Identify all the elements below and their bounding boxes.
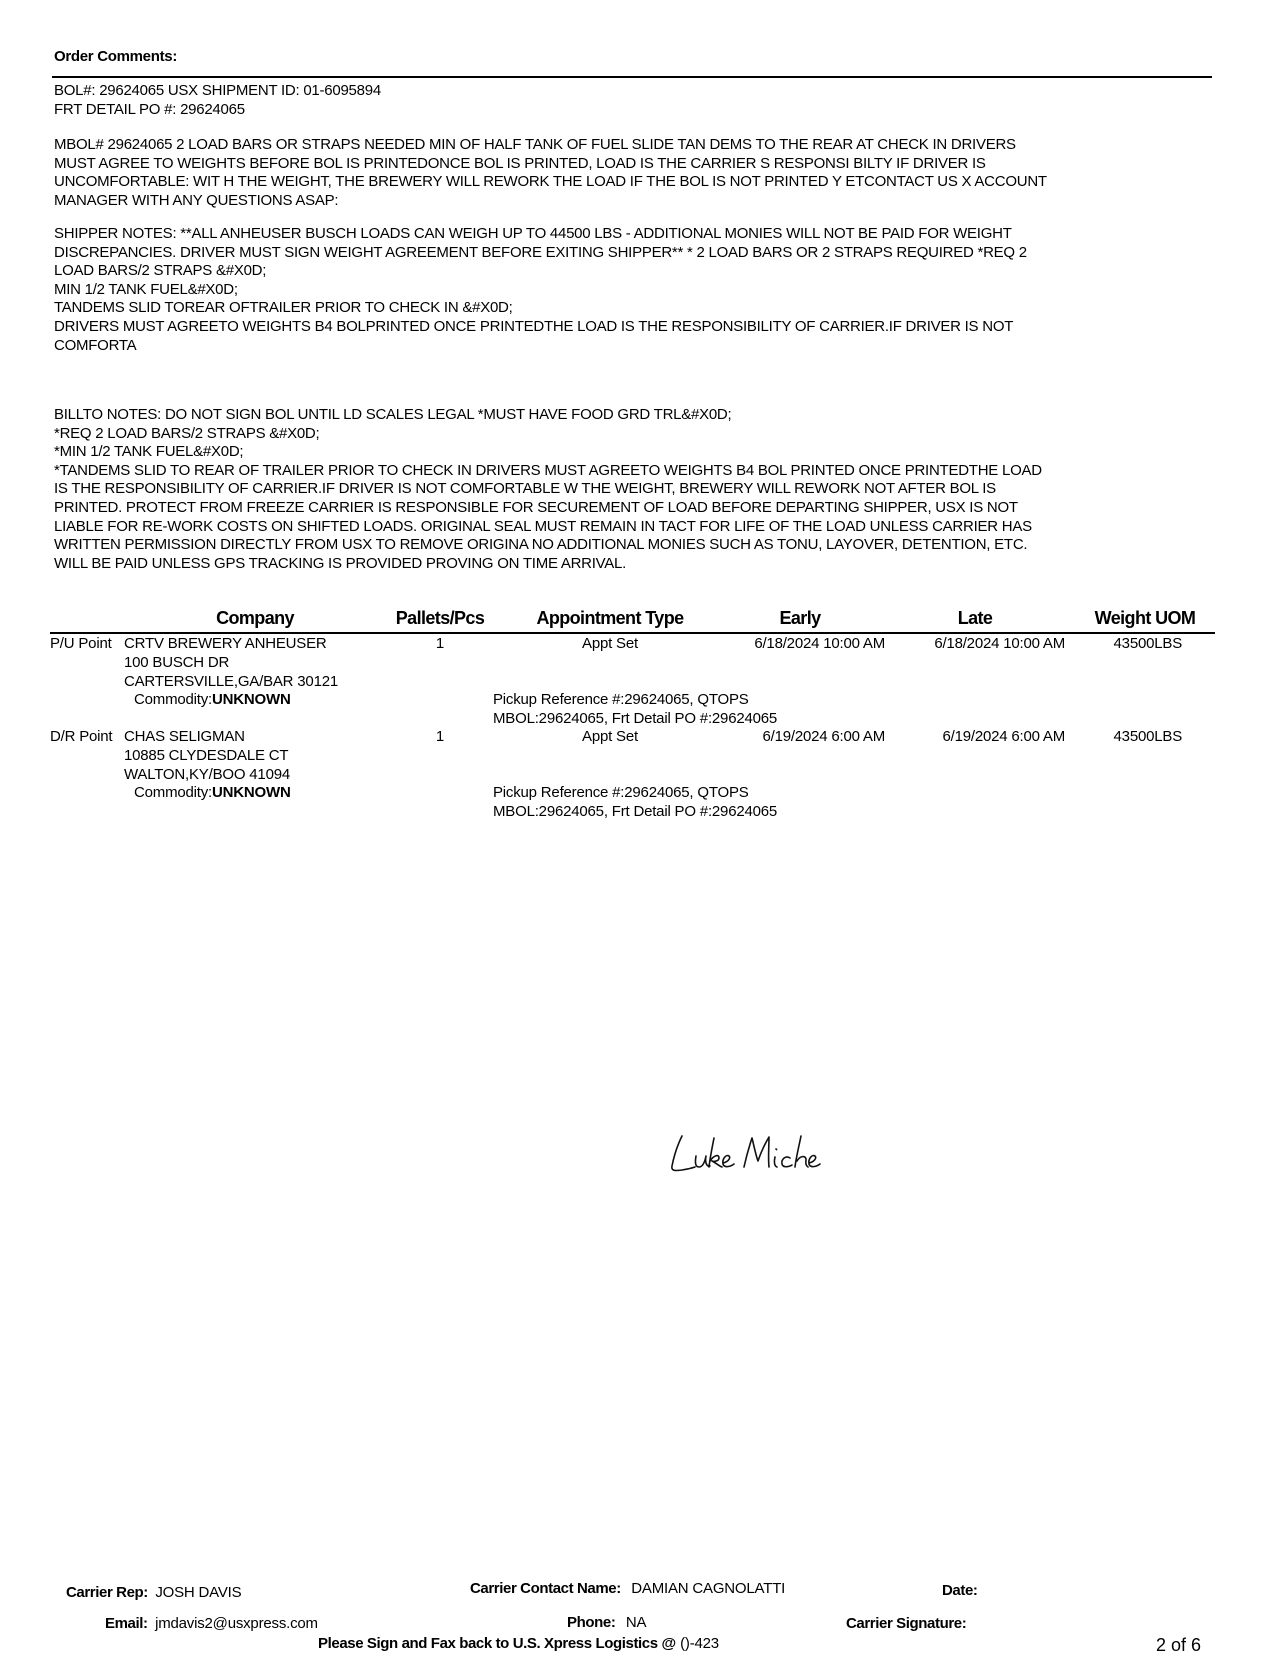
stop-early: 6/19/2024 6:00 AM <box>762 728 885 745</box>
stop-late: 6/19/2024 6:00 AM <box>942 728 1065 745</box>
stop-early: 6/18/2024 10:00 AM <box>754 635 885 652</box>
comment-line: FRT DETAIL PO #: 29624065 <box>54 100 245 118</box>
stop-pallets: 1 <box>435 635 445 652</box>
stop-late: 6/18/2024 10:00 AM <box>934 635 1065 652</box>
comment-block-shipper-notes <box>54 225 1027 355</box>
comment-line: MBOL# 29624065 2 LOAD BARS OR STRAPS NEEDED MIN OF HALF TANK OF FUEL SLIDE TAN DEMS TO THE REAR AT CHECK IN DRIVERS <box>54 136 1016 153</box>
fax-number: ()-423 <box>680 1635 719 1652</box>
comment-line: TANDEMS SLID TOREAR OFTRAILER PRIOR TO CHECK IN &#X0D; <box>54 299 513 317</box>
header-pallets: Pallets/Pcs <box>395 608 485 628</box>
heading-rule <box>52 76 1212 78</box>
phone-label: Phone: <box>567 1614 616 1631</box>
stop-address-city: CARTERSVILLE,GA/BAR 30121 <box>124 673 338 690</box>
comment-line: DISCREPANCIES. DRIVER MUST SIGN WEIGHT AGREEMENT BEFORE EXITING SHIPPER** * 2 LOAD BARS OR 2 STRAPS REQUIRED *REQ 2 <box>54 243 1027 261</box>
carrier-rep-label: Carrier Rep: <box>66 1584 148 1601</box>
carrier-signature-label: Carrier Signature: <box>846 1615 967 1632</box>
comment-block-mbol <box>54 136 1047 210</box>
header-company: Company <box>216 608 294 628</box>
handwritten-signature <box>668 1130 868 1180</box>
date-label: Date: <box>942 1582 978 1599</box>
comment-line: *MIN 1/2 TANK FUEL&#X0D; <box>54 443 244 461</box>
stop-point-label: D/R Point <box>50 728 113 745</box>
comment-line: UNCOMFORTABLE: WIT H THE WEIGHT, THE BREWERY WILL REWORK THE LOAD IF THE BOL IS NOT PRINTED Y ETCONTACT US X ACCOUNT <box>54 173 1047 191</box>
email <box>105 1615 318 1633</box>
commodity-value: UNKNOWN <box>212 691 291 708</box>
carrier-contact <box>470 1580 785 1598</box>
comment-line: SHIPPER NOTES: **ALL ANHEUSER BUSCH LOADS CAN WEIGH UP TO 44500 LBS - ADDITIONAL MONIES WILL NOT BE PAID FOR WEIGHT <box>54 225 1012 242</box>
stop-weight: 43500LBS <box>1113 728 1182 745</box>
stop-reference: Pickup Reference #:29624065, QTOPS <box>493 784 749 801</box>
page-number: 2 of 6 <box>1156 1635 1202 1655</box>
stop-reference-mbol: MBOL:29624065, Frt Detail PO #:29624065 <box>493 803 778 820</box>
header-late: Late <box>957 608 993 628</box>
carrier-rep <box>66 1584 241 1602</box>
comment-line: DRIVERS MUST AGREETO WEIGHTS B4 BOLPRINTED ONCE PRINTEDTHE LOAD IS THE RESPONSIBILITY OF CARRIER.IF DRIVER IS NOT <box>54 317 1014 335</box>
stop-appt-type: Appt Set <box>582 635 638 652</box>
comment-line: *REQ 2 LOAD BARS/2 STRAPS &#X0D; <box>54 424 320 442</box>
stop-weight: 43500LBS <box>1113 635 1182 652</box>
stop-address-line: 100 BUSCH DR <box>124 654 230 671</box>
header-early: Early <box>779 608 821 628</box>
comment-line: IS THE RESPONSIBILITY OF CARRIER.IF DRIVER IS NOT COMFORTABLE W THE WEIGHT, BREWERY WILL REWORK NOT AFTER BOL IS <box>54 480 996 498</box>
header-weight-uom: Weight UOM <box>1094 608 1196 628</box>
commodity-label: Commodity: <box>134 784 213 801</box>
comment-line: *TANDEMS SLID TO REAR OF TRAILER PRIOR TO CHECK IN DRIVERS MUST AGREETO WEIGHTS B4 BOL PRINTED ONCE PRINTEDTHE LOAD <box>54 461 1042 479</box>
comment-line: LOAD BARS/2 STRAPS &#X0D; <box>54 262 267 280</box>
stop-commodity <box>134 691 291 710</box>
carrier-contact-value: DAMIAN CAGNOLATTI <box>631 1580 786 1597</box>
comment-line: WRITTEN PERMISSION DIRECTLY FROM USX TO REMOVE ORIGINA NO ADDITIONAL MONIES SUCH AS TONU, LAYOVER, DETENTION, ETC. <box>54 536 1028 554</box>
order-comments-heading: Order Comments: <box>54 48 178 65</box>
comment-line: MUST AGREE TO WEIGHTS BEFORE BOL IS PRINTEDONCE BOL IS PRINTED, LOAD IS THE CARRIER S RESPONSI BILTY IF DRIVER IS <box>54 154 986 172</box>
comment-block-billto-notes <box>54 406 1042 573</box>
stop-reference-mbol: MBOL:29624065, Frt Detail PO #:29624065 <box>493 710 778 727</box>
comment-line: BOL#: 29624065 USX SHIPMENT ID: 01-6095894 <box>54 82 381 99</box>
stop-address-line: 10885 CLYDESDALE CT <box>124 747 289 764</box>
commodity-label: Commodity: <box>134 691 213 708</box>
stop-address-city: WALTON,KY/BOO 41094 <box>124 766 290 783</box>
carrier-rep-value: JOSH DAVIS <box>155 1584 242 1601</box>
comment-line: COMFORTA <box>54 336 137 354</box>
comment-line: MIN 1/2 TANK FUEL&#X0D; <box>54 280 238 298</box>
stop-appt-type: Appt Set <box>582 728 638 745</box>
commodity-value: UNKNOWN <box>212 784 291 801</box>
phone <box>567 1614 646 1632</box>
fax-instruction <box>318 1635 719 1652</box>
comment-line: WILL BE PAID UNLESS GPS TRACKING IS PROVIDED PROVING ON TIME ARRIVAL. <box>54 554 627 572</box>
stop-reference: Pickup Reference #:29624065, QTOPS <box>493 691 749 708</box>
email-label: Email: <box>105 1615 148 1632</box>
comment-line: PRINTED. PROTECT FROM FREEZE CARRIER IS RESPONSIBLE FOR SECUREMENT OF LOAD BEFORE DEPARTING SHIPPER, USX IS NOT <box>54 498 1018 516</box>
comment-block-bol <box>54 82 381 119</box>
comment-line: MANAGER WITH ANY QUESTIONS ASAP: <box>54 191 339 209</box>
table-header-rule <box>50 632 1215 634</box>
stop-company-name: CHAS SELIGMAN <box>124 728 245 745</box>
fax-text: Please Sign and Fax back to U.S. Xpress Logistics @ <box>318 1635 676 1652</box>
email-value: jmdavis2@usxpress.com <box>155 1615 318 1632</box>
stop-commodity <box>134 784 291 803</box>
carrier-contact-label: Carrier Contact Name: <box>470 1580 621 1597</box>
stop-company-name: CRTV BREWERY ANHEUSER <box>124 635 327 652</box>
stop-point-label: P/U Point <box>50 635 112 652</box>
header-appointment-type: Appointment Type <box>536 608 684 628</box>
comment-line: BILLTO NOTES: DO NOT SIGN BOL UNTIL LD SCALES LEGAL *MUST HAVE FOOD GRD TRL&#X0D; <box>54 406 732 423</box>
phone-value: NA <box>625 1614 647 1631</box>
comment-line: LIABLE FOR RE-WORK COSTS ON SHIFTED LOADS. ORIGINAL SEAL MUST REMAIN IN TACT FOR LIFE OF THE LOAD UNLESS CARRIER HAS <box>54 517 1032 535</box>
stop-pallets: 1 <box>435 728 445 745</box>
